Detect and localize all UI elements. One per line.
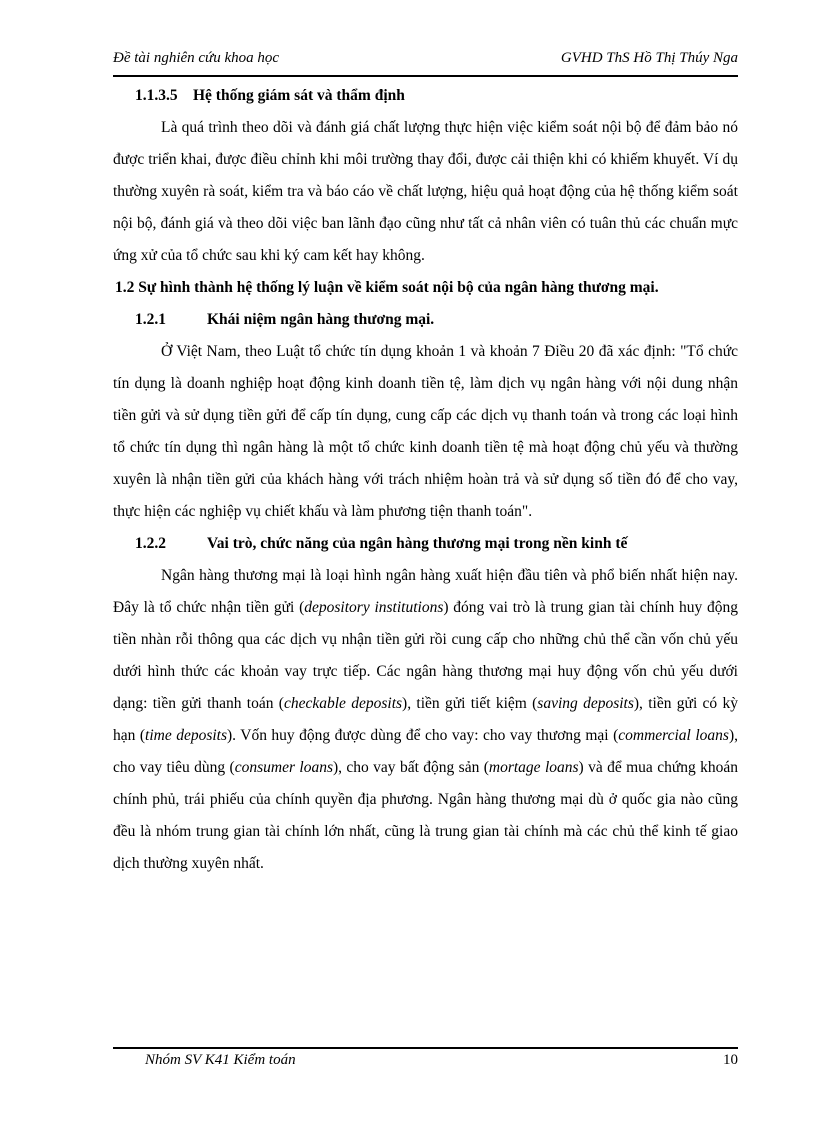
header-topic: Đề tài nghiên cứu khoa học bbox=[113, 50, 280, 66]
heading-1-2-1 bbox=[113, 304, 738, 336]
term-mortage-loans: mortage loans bbox=[488, 759, 579, 776]
paragraph-monitoring: Là quá trình theo dõi và đánh giá chất lượng thực hiện việc kiểm soát nội bộ để đảm bảo nó được triển khai, được điều chỉnh khi môi trường thay đổi, được cải thiện khi có khiếm khuyết. Ví dụ thường xuyên rà soát, kiểm tra và báo cáo về chất lượng, hiệu quả hoạt động của hệ thống kiểm soát nội bộ, đánh giá và theo dõi việc ban lãnh đạo cũng như tất cả nhân viên có tuân thủ các chuẩn mực ứng xử của tổ chức sau khi ký cam kết hay không. bbox=[113, 119, 738, 264]
heading-1-1-3-5 bbox=[113, 80, 738, 112]
term-depository-institutions: depository institutions bbox=[304, 599, 444, 616]
heading-1-2 bbox=[113, 272, 738, 304]
page-number: 10 bbox=[723, 1052, 738, 1068]
paragraph-bank-role: Ngân hàng thương mại là loại hình ngân hàng xuất hiện đầu tiên và phổ biến nhất hiện nay. Đây là tổ chức nhận tiền gửi (depository institutions) đóng vai trò là trung gian tài chính huy động tiền nhàn rỗi thông qua các dịch vụ nhận tiền gửi rồi cung cấp cho những chủ thể cần vốn chủ yếu dưới hình thức các khoản vay trực tiếp. Các ngân hàng thương mại huy động vốn chủ yếu dưới dạng: tiền gửi thanh toán (checkable deposits), tiền gửi tiết kiệm (saving deposits), tiền gửi có kỳ hạn (time deposits). Vốn huy động được dùng để cho vay: cho vay thương mại (commercial loans), cho vay tiêu dùng (consumer loans), cho vay bất động sản (mortage loans) và để mua chứng khoán chính phủ, trái phiếu của chính quyền địa phương. Ngân hàng thương mại dù ở quốc gia nào cũng đều là nhóm trung gian tài chính lớn nhất, cũng là trung gian tài chính mà các chủ thể kinh tế giao dịch thường xuyên nhất. bbox=[113, 567, 738, 872]
heading-title: Hệ thống giám sát và thẩm định bbox=[193, 87, 405, 104]
footer-group: Nhóm SV K41 Kiểm toán bbox=[145, 1052, 296, 1068]
term-consumer-loans: consumer loans bbox=[234, 759, 333, 776]
term-time-deposits: time deposits bbox=[145, 727, 228, 744]
term-checkable-deposits: checkable deposits bbox=[283, 695, 403, 712]
header-advisor: GVHD ThS Hồ Thị Thúy Nga bbox=[560, 50, 738, 66]
heading-number: 1.1.3.5 bbox=[135, 87, 178, 104]
heading-number: 1.2.1 bbox=[135, 311, 166, 328]
heading-title: Vai trò, chức năng của ngân hàng thương mại trong nền kinh tế bbox=[207, 535, 628, 552]
footer-rule bbox=[113, 1047, 738, 1049]
page-content bbox=[113, 80, 738, 880]
term-commercial-loans: commercial loans bbox=[618, 727, 729, 744]
heading-number: 1.2 bbox=[115, 279, 135, 296]
heading-title: Khái niệm ngân hàng thương mại. bbox=[207, 311, 435, 328]
term-saving-deposits: saving deposits bbox=[537, 695, 634, 712]
heading-number: 1.2.2 bbox=[135, 535, 166, 552]
heading-title: Sự hình thành hệ thống lý luận về kiểm soát nội bộ của ngân hàng thương mại. bbox=[138, 279, 659, 296]
header-rule bbox=[113, 75, 738, 77]
page-header bbox=[113, 50, 738, 74]
paragraph-bank-definition: Ở Việt Nam, theo Luật tổ chức tín dụng khoản 1 và khoản 7 Điều 20 đã xác định: "Tổ chức tín dụng là doanh nghiệp hoạt động kinh doanh tiền tệ, làm dịch vụ ngân hàng với nội dung nhận tiền gửi và sử dụng tiền gửi để cấp tín dụng, cung cấp các dịch vụ thanh toán và trong các loại hình tổ chức tín dụng thì ngân hàng là một tổ chức kinh doanh tiền tệ mà hoạt động chủ yếu và thường xuyên là nhận tiền gửi của khách hàng với trách nhiệm hoàn trả và sử dụng số tiền đó để cho vay, thực hiện các nghiệp vụ chiết khấu và làm phương tiện thanh toán". bbox=[113, 343, 738, 520]
heading-1-2-2 bbox=[113, 528, 738, 560]
